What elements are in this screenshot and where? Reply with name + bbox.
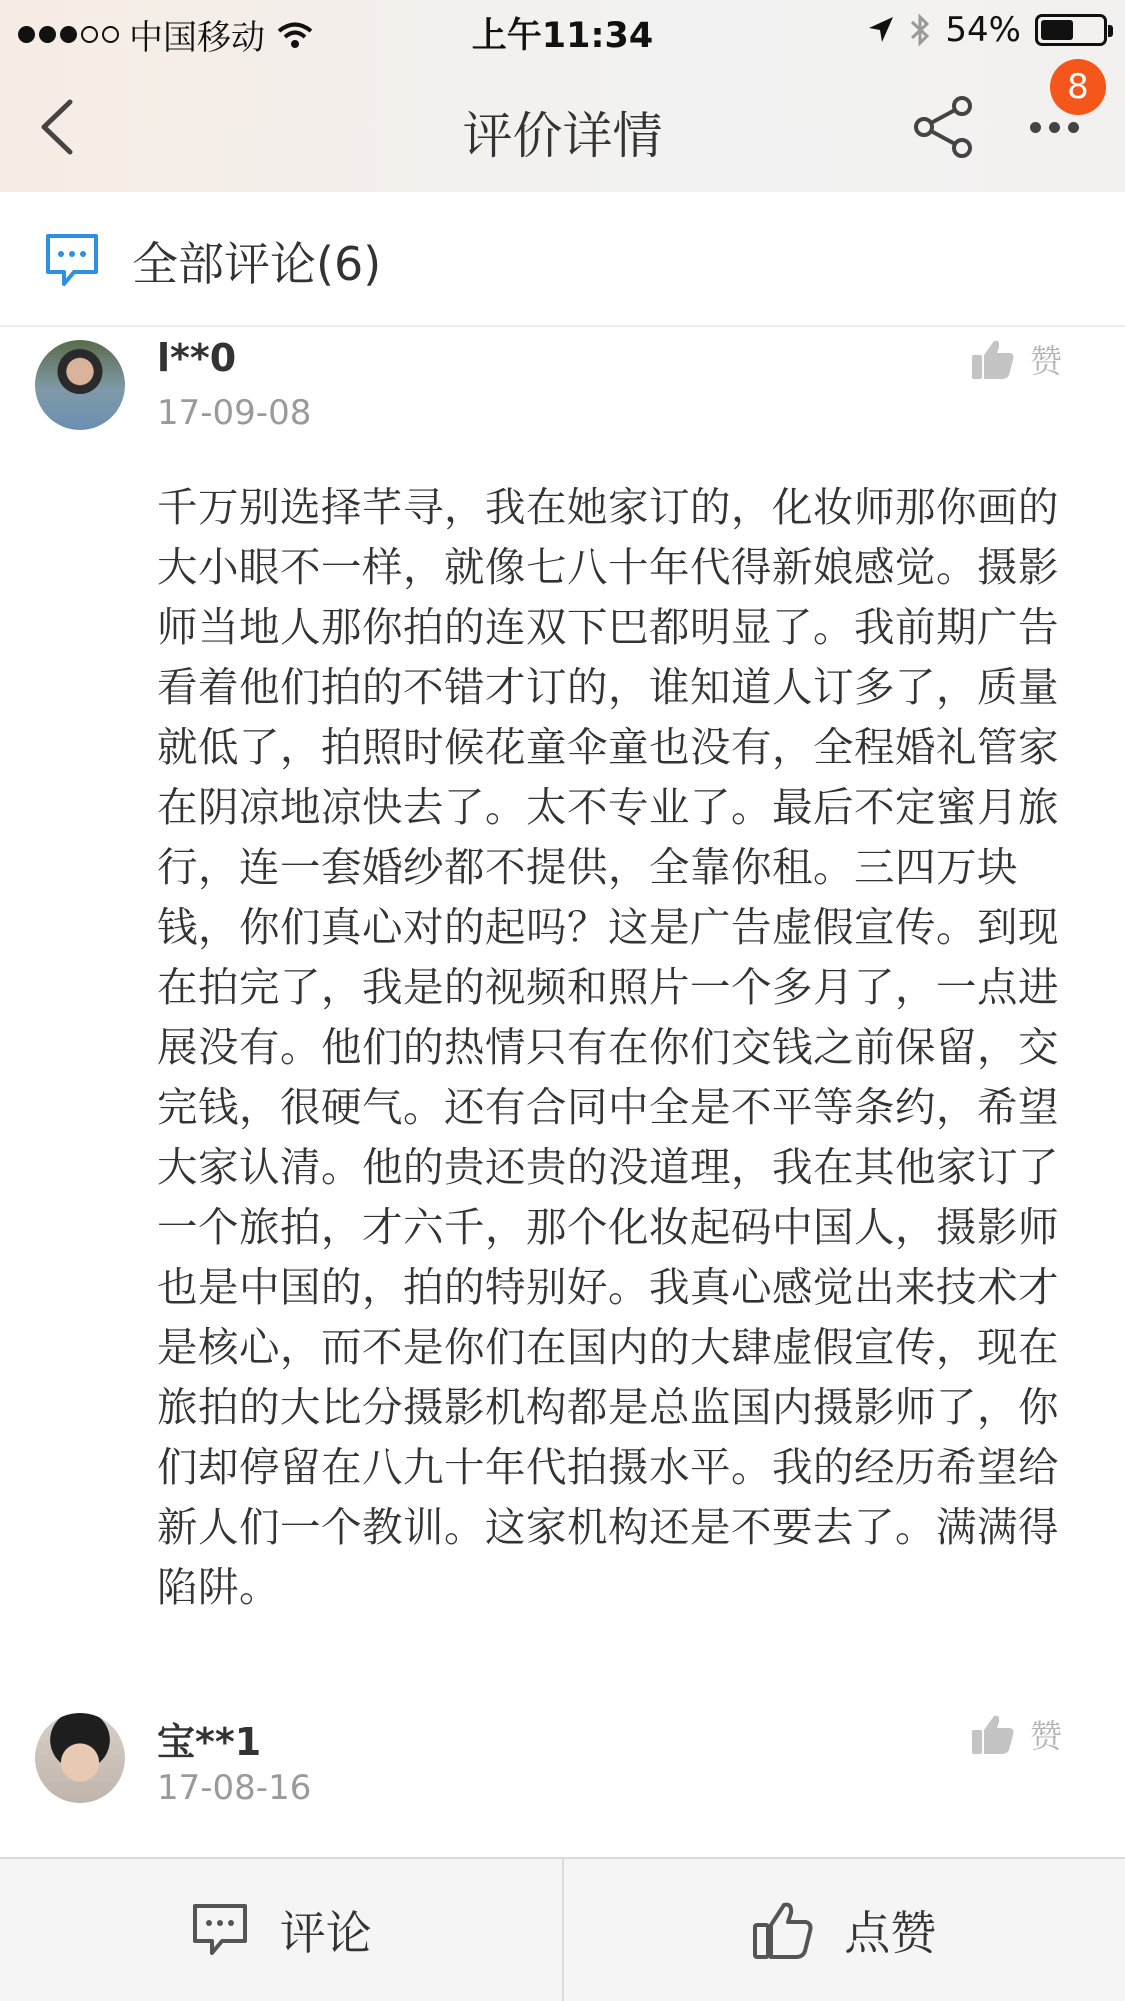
thumbs-up-icon bbox=[970, 1712, 1016, 1756]
more-icon-dot bbox=[1068, 122, 1079, 133]
review-date: 17-09-08 bbox=[157, 393, 312, 433]
review-like-button[interactable] bbox=[970, 336, 1062, 382]
status-time: 上午11:34 bbox=[471, 16, 654, 56]
notification-badge: 8 bbox=[1050, 59, 1106, 115]
review-user-name: 宝**1 bbox=[157, 1720, 262, 1764]
thumbs-up-icon bbox=[752, 1900, 814, 1960]
location-icon bbox=[867, 15, 895, 45]
battery-percent: 54% bbox=[945, 10, 1021, 50]
like-button-label: 点赞 bbox=[844, 1906, 937, 1960]
top-header bbox=[0, 0, 1125, 192]
battery-icon bbox=[1035, 14, 1107, 46]
comment-icon bbox=[42, 230, 102, 290]
page-title: 评价详情 bbox=[462, 107, 663, 165]
comment-icon bbox=[190, 1901, 250, 1959]
section-title: 全部评论(6) bbox=[132, 237, 382, 291]
review-date: 17-08-16 bbox=[157, 1768, 312, 1808]
review-like-label: 赞 bbox=[1030, 1717, 1063, 1755]
review-text: 千万别选择芊寻，我在她家订的，化妆师那你画的大小眼不一样，就像七八十年代得新娘感觉。摄影师当地人那你拍的连双下巴都明显了。我前期广告看着他们拍的不错才订的，谁知道人订多了，质量就低了，拍照时候花童伞童也没有，全程婚礼管家在阴凉地凉快去了。太不专业了。最后不定蜜月旅行，连一套婚纱都不提供，全靠你租。三四万块钱，你们真心对的起吗？这是广告虚假宣传。到现在拍完了，我是的视频和照片一个多月了，一点进展没有。他们的热情只有在你们交钱之前保留，交完钱，很硬气。还有合同中全是不平等条约，希望大家认清。他的贵还贵的没道理，我在其他家订了一个旅拍，才六千，那个化妆起码中国人，摄影师也是中国的，拍的特别好。我真心感觉出来技术才是核心，而不是你们在国内的大肆虚假宣传，现在旅拍的大比分摄影机构都是总监国内摄影师了，你们却停留在八九十年代拍摄水平。我的经历希望给新人们一个教训。这家机构还是不要去了。满满得陷阱。 bbox=[157, 483, 1059, 1611]
share-icon bbox=[912, 94, 978, 160]
share-button[interactable] bbox=[912, 94, 978, 160]
status-bar bbox=[0, 0, 1125, 62]
avatar[interactable] bbox=[35, 1713, 125, 1803]
carrier-name: 中国移动 bbox=[129, 18, 265, 58]
bottom-action-bar bbox=[0, 1857, 1125, 2001]
more-icon-dot bbox=[1049, 122, 1060, 133]
thumbs-up-icon bbox=[970, 337, 1016, 381]
review-like-label: 赞 bbox=[1030, 342, 1063, 380]
avatar[interactable] bbox=[35, 340, 125, 430]
comment-button-label: 评论 bbox=[279, 1906, 372, 1960]
status-right bbox=[867, 10, 1107, 50]
more-icon-dot bbox=[1030, 122, 1041, 133]
review-like-button[interactable] bbox=[970, 1711, 1062, 1757]
bluetooth-icon bbox=[909, 12, 931, 48]
like-button[interactable] bbox=[562, 1859, 1125, 2001]
review-user-name: l**0 bbox=[157, 336, 237, 380]
comment-button[interactable] bbox=[0, 1859, 562, 2001]
